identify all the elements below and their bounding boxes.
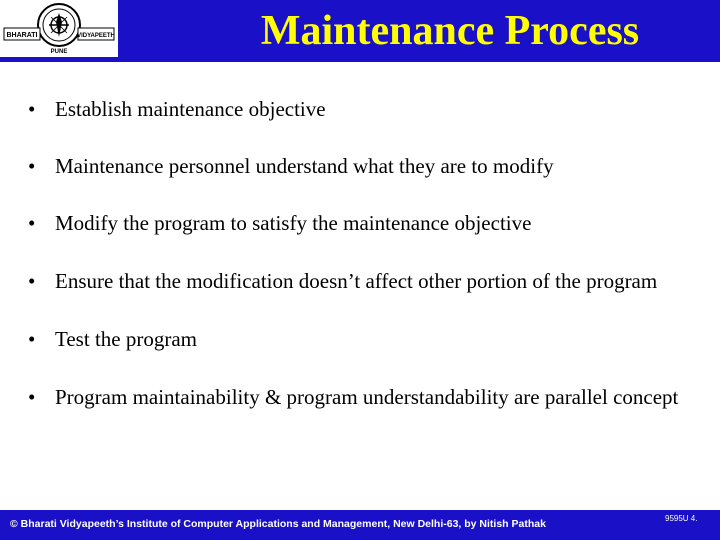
bullet-text: Program maintainability & program understandability are parallel concept — [55, 385, 679, 409]
logo-box — [0, 0, 120, 59]
bullet-text: Establish maintenance objective — [55, 97, 326, 121]
bullet-dot: • — [28, 211, 36, 235]
bullet-text: Maintenance personnel understand what they are to modify — [55, 154, 554, 178]
bullet-text: Test the program — [55, 327, 197, 351]
bullet-item — [28, 204, 686, 243]
bullet-dot: • — [28, 269, 36, 293]
bullet-item — [28, 261, 686, 302]
bullet-dot: • — [28, 327, 36, 351]
logo-right-text: VIDYAPEETH — [77, 33, 115, 39]
logo-left-text: BHARATI — [6, 32, 38, 39]
logo-bottom-text: PUNE — [50, 49, 68, 55]
bullet-item — [28, 377, 686, 418]
bullet-list — [28, 90, 686, 436]
bullet-item — [28, 147, 686, 186]
footer-copyright: © Bharati Vidyapeeth’s Institute of Computer Applications and Management, New Delhi-63, by Nitish Pathak — [10, 518, 546, 530]
institute-emblem-icon — [0, 0, 118, 57]
bullet-dot: • — [28, 97, 36, 121]
slide-number: 9595U 4. — [665, 514, 698, 523]
bullet-text: Ensure that the modification doesn’t affect other portion of the program — [55, 269, 658, 293]
bullet-dot: • — [28, 154, 36, 178]
bullet-text: Modify the program to satisfy the maintenance objective — [55, 211, 532, 235]
bullet-item — [28, 320, 686, 359]
bullet-dot: • — [28, 385, 36, 409]
slide-title: Maintenance Process — [260, 8, 640, 54]
bullet-item — [28, 90, 686, 129]
